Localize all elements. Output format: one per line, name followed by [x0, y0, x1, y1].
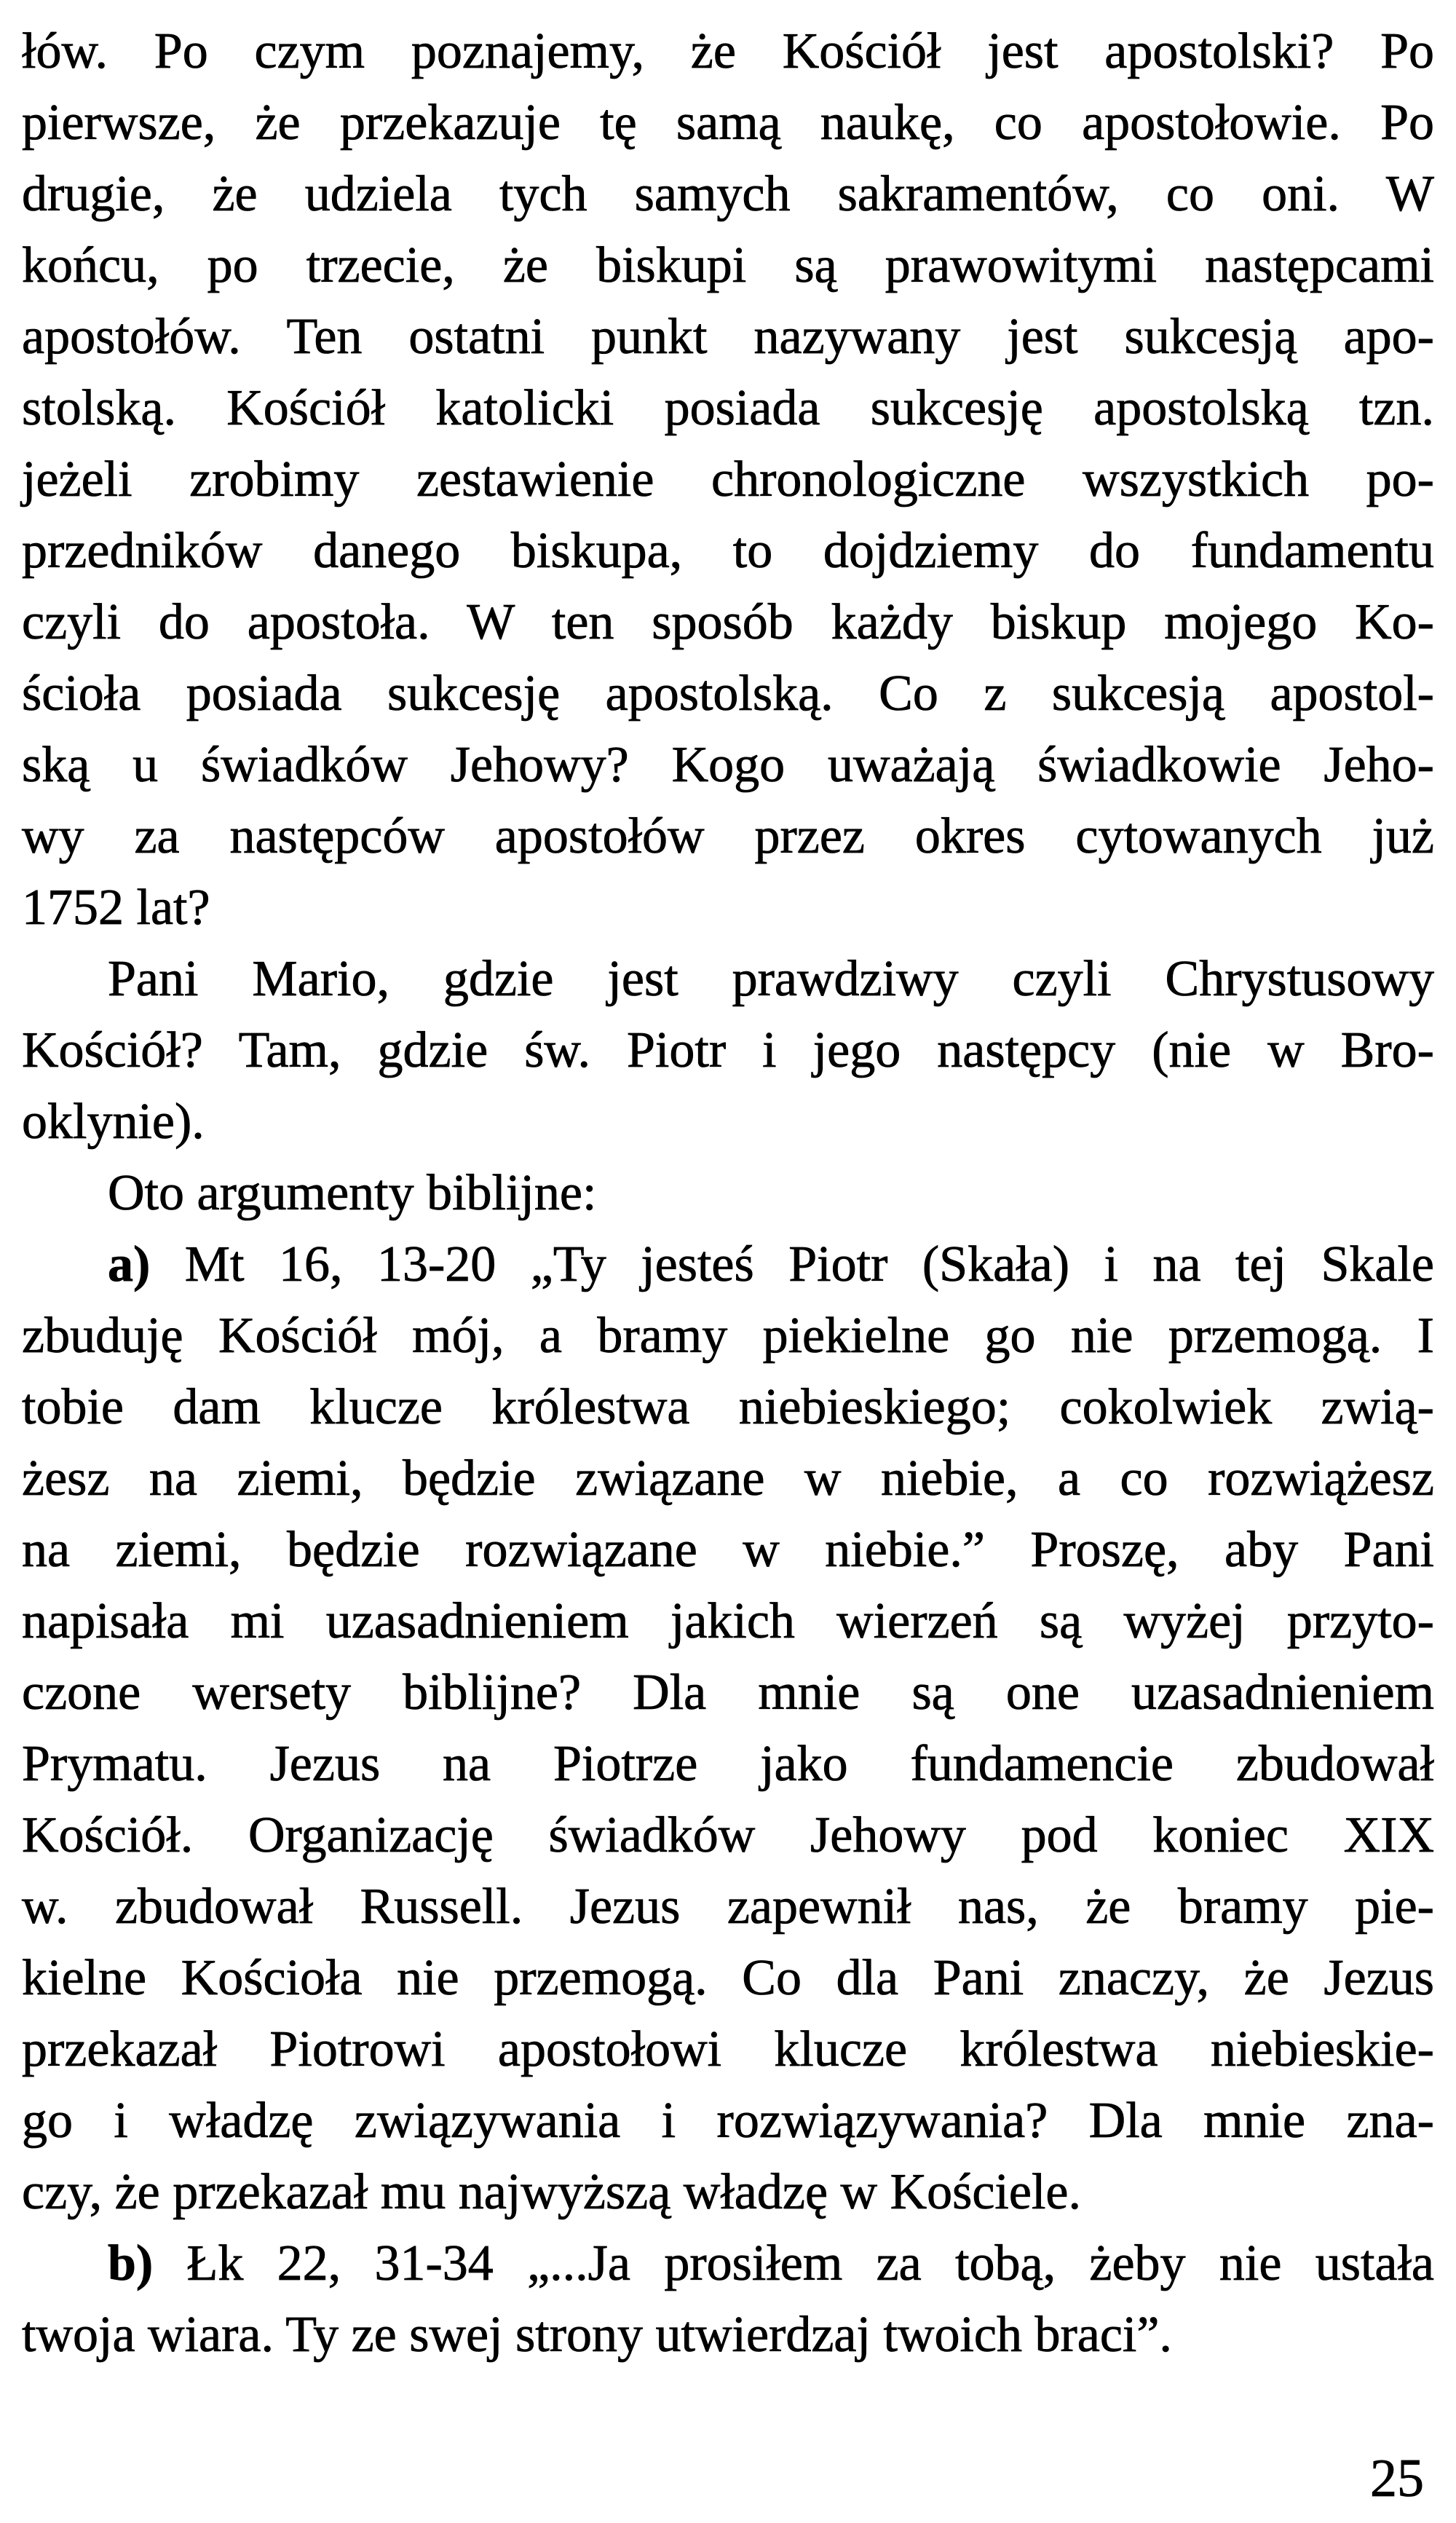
text-line: twoja wiara. Ty ze swej strony utwierdzaj twoich braci”. — [22, 2307, 1172, 2363]
page-number: 25 — [1370, 2449, 1424, 2508]
text-line: Kościół? Tam, gdzie św. Piotr i jego następcy (nie w Bro- — [22, 1022, 1434, 1078]
text-line: zbuduję Kościół mój, a bramy piekielne go nie przemogą. I — [22, 1308, 1434, 1364]
list-marker: a) — [108, 1236, 151, 1292]
text-line: stolską. Kościół katolicki posiada sukcesję apostolską tzn. — [22, 380, 1434, 436]
text-line: kielne Kościoła nie przemogą. Co dla Pani znaczy, że Jezus — [22, 1950, 1434, 2006]
text-line: jeżeli zrobimy zestawienie chronologiczne wszystkich po- — [22, 451, 1434, 508]
text-line: ską u świadków Jehowy? Kogo uważają świadkowie Jeho- — [22, 737, 1434, 793]
text-line: go i władzę związywania i rozwiązywania? Dla mnie zna- — [22, 2093, 1434, 2149]
text-line: na ziemi, będzie rozwiązane w niebie.” Proszę, aby Pani — [22, 1522, 1434, 1578]
text-line: czyli do apostoła. W ten sposób każdy biskup mojego Ko- — [22, 594, 1434, 650]
text-line: końcu, po trzecie, że biskupi są prawowitymi następcami — [22, 237, 1434, 293]
text-line: przedników danego biskupa, to dojdziemy do fundamentu — [22, 523, 1434, 579]
text-line: wy za następców apostołów przez okres cytowanych już — [22, 808, 1434, 864]
text-line: Oto argumenty biblijne: — [108, 1165, 597, 1221]
text-line: tobie dam klucze królestwa niebieskiego; cokolwiek zwią- — [22, 1379, 1434, 1435]
text-line: ścioła posiada sukcesję apostolską. Co z sukcesją apostol- — [22, 666, 1434, 722]
text-block — [22, 16, 1434, 2371]
text-line: 1752 lat? — [22, 880, 210, 936]
text-line: apostołów. Ten ostatni punkt nazywany jest sukcesją apo- — [22, 309, 1434, 365]
text-line: b) Łk 22, 31-34 „...Ja prosiłem za tobą, żeby nie ustała — [108, 2235, 1434, 2291]
text-line: przekazał Piotrowi apostołowi klucze królestwa niebieskie- — [22, 2021, 1434, 2077]
list-marker: b) — [108, 2235, 154, 2291]
text-line: łów. Po czym poznajemy, że Kościół jest apostolski? Po — [22, 23, 1434, 79]
text-line: Pani Mario, gdzie jest prawdziwy czyli Chrystusowy — [108, 951, 1434, 1007]
text-line: napisała mi uzasadnieniem jakich wierzeń są wyżej przyto- — [22, 1593, 1434, 1649]
text-line: czy, że przekazał mu najwyższą władzę w Kościele. — [22, 2164, 1081, 2220]
text-line: oklynie). — [22, 1094, 205, 1150]
text-line: w. zbudował Russell. Jezus zapewnił nas, że bramy pie- — [22, 1879, 1434, 1935]
text-line: Prymatu. Jezus na Piotrze jako fundamencie zbudował — [22, 1736, 1434, 1792]
text-line: żesz na ziemi, będzie związane w niebie, a co rozwiążesz — [22, 1450, 1434, 1507]
text-line: a) Mt 16, 13-20 „Ty jesteś Piotr (Skała) i na tej Skale — [108, 1236, 1434, 1292]
text-line: drugie, że udziela tych samych sakramentów, co oni. W — [22, 166, 1434, 222]
text-line: czone wersety biblijne? Dla mnie są one uzasadnieniem — [22, 1665, 1434, 1721]
text-line: pierwsze, że przekazuje tę samą naukę, co apostołowie. Po — [22, 95, 1434, 151]
text-line: Kościół. Organizację świadków Jehowy pod koniec XIX — [22, 1807, 1434, 1863]
